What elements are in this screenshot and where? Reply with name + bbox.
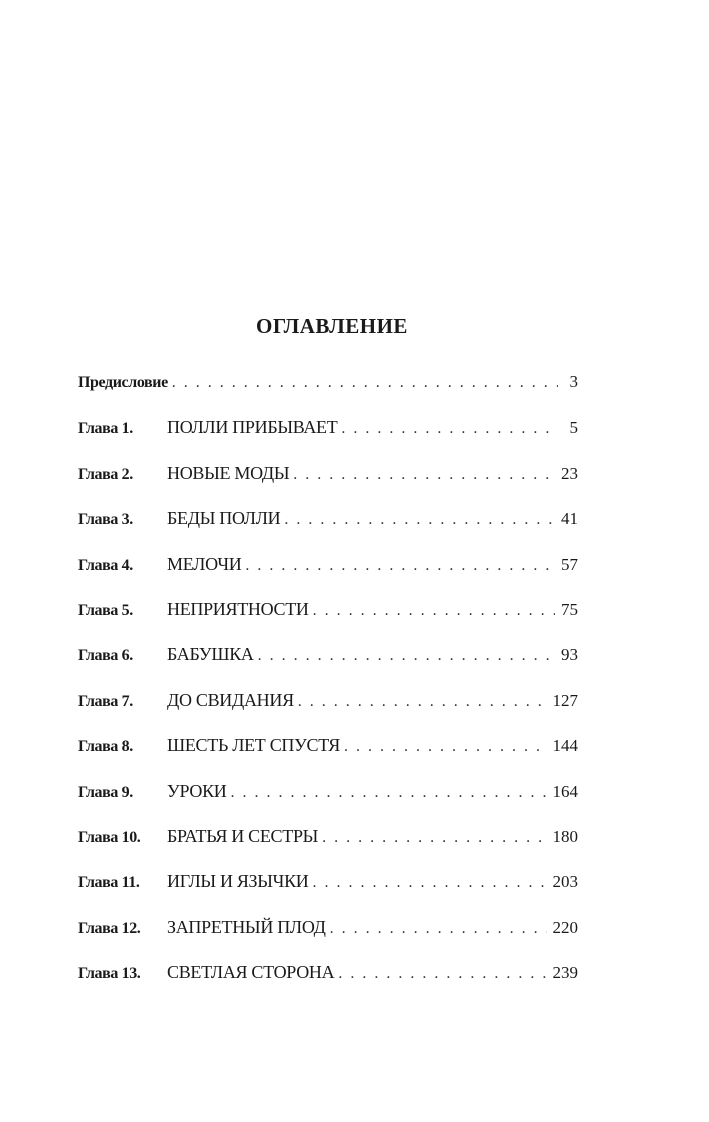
dot-leader (258, 647, 555, 665)
toc-title: ОГЛАВЛЕНИЕ (256, 314, 408, 338)
chapter-title: ШЕСТЬ ЛЕТ СПУСТЯ (167, 735, 340, 756)
dot-leader (293, 466, 555, 484)
dot-leader (313, 602, 555, 620)
dot-leader (172, 374, 558, 392)
page-number: 180 (552, 826, 578, 846)
dot-leader (245, 557, 555, 575)
chapter-number: Глава 5. (78, 601, 133, 619)
dot-leader (338, 965, 546, 983)
chapter-number: Глава 10. (78, 828, 141, 846)
chapter-number: Глава 8. (78, 738, 133, 756)
table-of-contents (78, 372, 578, 1007)
chapter-title: СВЕТЛАЯ СТОРОНА (167, 962, 335, 983)
dot-leader (344, 738, 547, 756)
page-number: 220 (552, 917, 578, 937)
page-number: 203 (552, 872, 578, 892)
page-number: 144 (552, 736, 578, 756)
dot-leader (284, 511, 555, 529)
page-number: 3 (569, 372, 578, 391)
chapter-number: Глава 6. (78, 647, 133, 665)
chapter-number: Глава 7. (78, 692, 133, 710)
chapter-title: БЕДЫ ПОЛЛИ (167, 508, 281, 529)
chapter-title: БАБУШКА (167, 644, 254, 665)
chapter-title: МЕЛОЧИ (167, 553, 242, 574)
toc-entry-chapter-13[interactable] (78, 962, 578, 1007)
dot-leader (230, 784, 546, 802)
toc-entry-chapter-11[interactable] (78, 871, 578, 916)
toc-entry-chapter-5[interactable] (78, 599, 578, 644)
page-number: 93 (561, 645, 578, 665)
dot-leader (341, 420, 558, 438)
chapter-number: Глава 13. (78, 965, 141, 983)
page-number: 127 (552, 690, 578, 710)
dot-leader (298, 693, 547, 711)
toc-entry-preface[interactable] (78, 372, 578, 417)
chapter-title: УРОКИ (167, 780, 227, 801)
toc-entry-chapter-3[interactable] (78, 508, 578, 553)
page-number: 41 (561, 509, 578, 529)
chapter-title: НОВЫЕ МОДЫ (167, 462, 290, 483)
dot-leader (312, 874, 546, 892)
chapter-number: Глава 2. (78, 465, 133, 483)
chapter-number: Глава 4. (78, 556, 133, 574)
toc-entry-chapter-8[interactable] (78, 735, 578, 780)
toc-entry-chapter-12[interactable] (78, 917, 578, 962)
chapter-title: БРАТЬЯ И СЕСТРЫ (167, 825, 319, 846)
dot-leader (322, 829, 546, 847)
chapter-number: Глава 12. (78, 919, 141, 937)
dot-leader (330, 920, 547, 938)
page-number: 23 (561, 463, 578, 483)
page-number: 239 (552, 963, 578, 983)
page-number: 75 (561, 599, 578, 619)
toc-entry-chapter-2[interactable] (78, 463, 578, 508)
chapter-title: ДО СВИДАНИЯ (167, 689, 294, 710)
chapter-number: Глава 1. (78, 420, 133, 438)
toc-entry-chapter-6[interactable] (78, 644, 578, 689)
chapter-number: Глава 11. (78, 874, 140, 892)
chapter-number: Глава 9. (78, 783, 133, 801)
page-number: 164 (552, 781, 578, 801)
chapter-title: ПОЛЛИ ПРИБЫВАЕТ (167, 417, 338, 438)
toc-entry-chapter-1[interactable] (78, 417, 578, 462)
toc-entry-chapter-4[interactable] (78, 554, 578, 599)
chapter-title: НЕПРИЯТНОСТИ (167, 598, 309, 619)
preface-label: Предисловие (78, 374, 168, 391)
chapter-number: Глава 3. (78, 511, 133, 529)
toc-entry-chapter-10[interactable] (78, 826, 578, 871)
page-number: 5 (569, 418, 578, 438)
page-number: 57 (561, 554, 578, 574)
chapter-title: ИГЛЫ И ЯЗЫЧКИ (167, 871, 309, 892)
toc-entry-chapter-7[interactable] (78, 690, 578, 735)
chapter-title: ЗАПРЕТНЫЙ ПЛОД (167, 916, 326, 937)
toc-entry-chapter-9[interactable] (78, 781, 578, 826)
